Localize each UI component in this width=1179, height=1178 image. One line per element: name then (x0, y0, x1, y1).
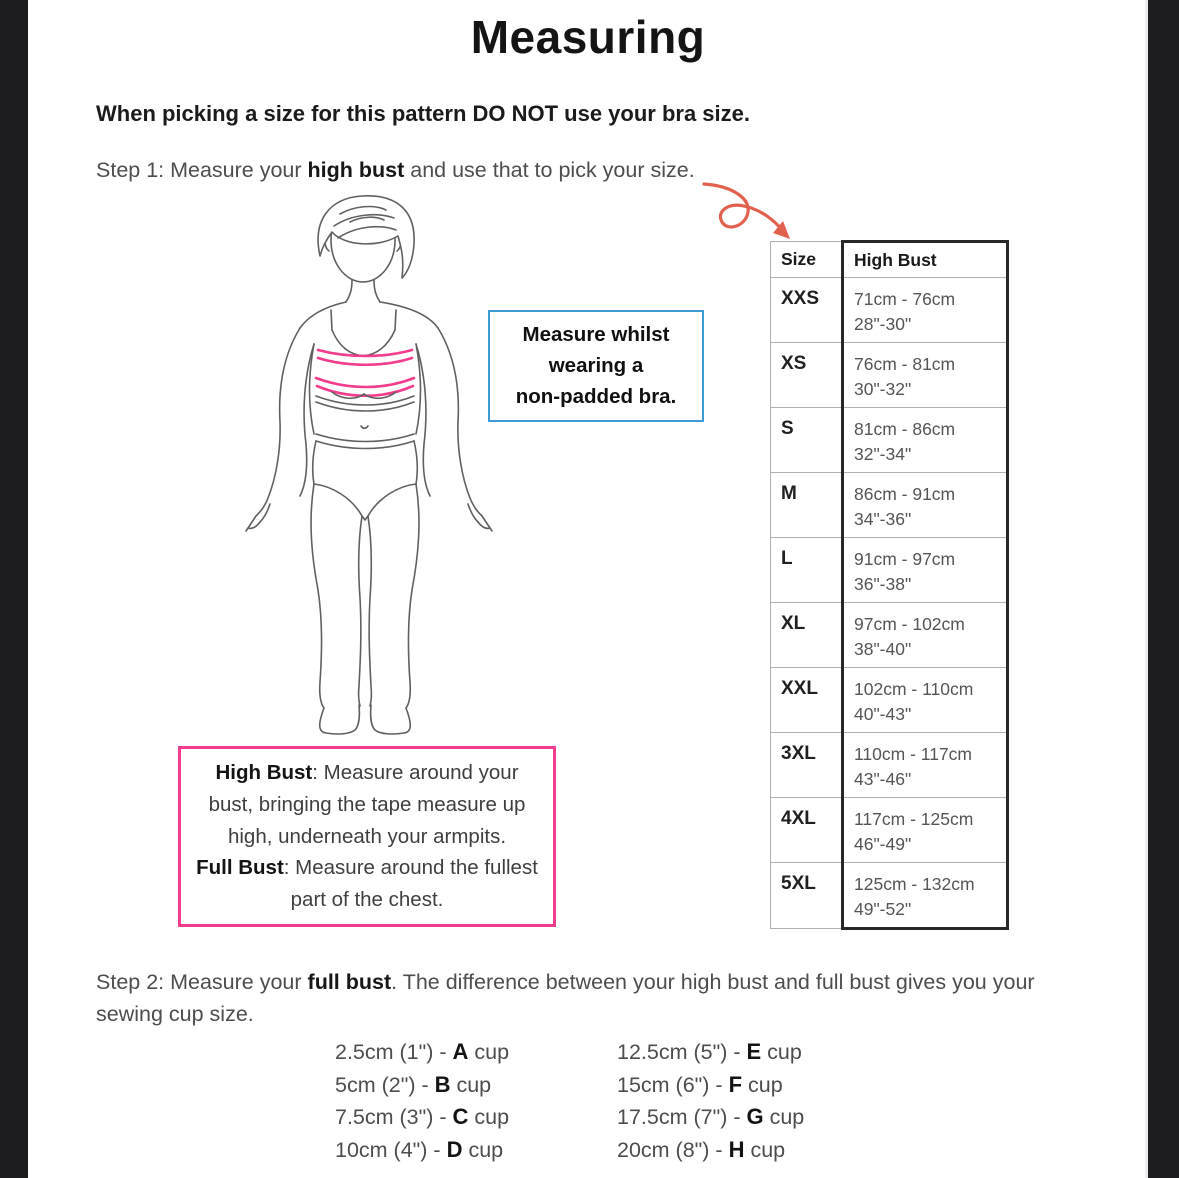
table-row (771, 408, 1008, 473)
cup-letter: C (452, 1104, 469, 1129)
cup-size-item (335, 1036, 509, 1069)
full-bust-text: : Measure around the fullest part of the chest. (283, 856, 538, 912)
table-row (771, 343, 1008, 408)
cup-suffix: cup (468, 1105, 510, 1129)
left-dark-frame (0, 0, 28, 1178)
step1-prefix: Step 1: Measure your (96, 158, 308, 182)
size-cell: S (771, 408, 843, 473)
cup-suffix: cup (742, 1072, 783, 1097)
cup-size-item (617, 1134, 804, 1167)
table-row (771, 668, 1008, 733)
step1-text (96, 158, 695, 183)
size-cell: XL (771, 603, 843, 668)
cup-letter: E (746, 1039, 762, 1064)
range-inches: 40"-43" (854, 703, 912, 724)
size-cell: XXL (771, 668, 843, 733)
range-cm: 76cm - 81cm (854, 354, 956, 374)
cup-size-list-left (335, 1036, 509, 1166)
cup-suffix: cup (761, 1040, 802, 1064)
range-cell (843, 408, 1008, 473)
table-header-row (771, 242, 1008, 278)
high-bust-column-header: High Bust (843, 242, 1008, 278)
high-bust-text: : Measure around your bust, bringing the tape measure up high, underneath your armpits. (208, 761, 526, 848)
range-inches: 46"-49" (854, 833, 912, 854)
range-cm: 110cm - 117cm (854, 744, 973, 764)
range-inches: 38"-40" (854, 638, 912, 659)
step1-bold: high bust (307, 158, 405, 182)
range-cell (843, 343, 1008, 408)
size-cell: M (771, 473, 843, 538)
range-cell (843, 863, 1008, 929)
cup-letter: D (446, 1136, 463, 1162)
table-row (771, 278, 1008, 343)
range-cell (843, 798, 1008, 863)
table-row (771, 863, 1008, 929)
figure-illustration (228, 186, 508, 756)
size-cell: L (771, 538, 843, 603)
range-cm: 125cm - 132cm (854, 874, 975, 894)
range-cm: 117cm - 125cm (854, 809, 974, 829)
cup-letter: H (728, 1136, 745, 1162)
cup-measure: 5cm (2") - (335, 1072, 435, 1097)
step2-prefix: Step 2: Measure your (96, 970, 308, 994)
range-cm: 81cm - 86cm (854, 419, 956, 439)
warning-text: When picking a size for this pattern DO NOT use your bra size. (96, 101, 751, 126)
cup-measure: 20cm (8") - (617, 1137, 729, 1162)
cup-measure: 2.5cm (1") - (335, 1040, 453, 1064)
cup-size-item (617, 1101, 804, 1134)
step1-suffix: and use that to pick your size. (404, 158, 695, 182)
size-cell: 3XL (771, 733, 843, 798)
note-box (488, 310, 704, 422)
size-table (770, 240, 1009, 930)
range-cell (843, 733, 1008, 798)
size-cell: 5XL (771, 863, 843, 929)
range-inches: 28"-30" (854, 313, 912, 334)
range-inches: 49"-52" (854, 898, 912, 919)
cup-letter: A (452, 1039, 469, 1064)
cup-size-list-right (617, 1036, 804, 1166)
range-cell (843, 278, 1008, 343)
cup-size-item (335, 1101, 509, 1134)
range-cell (843, 668, 1008, 733)
cup-letter: G (746, 1104, 764, 1129)
bust-definition-box (178, 746, 556, 927)
step2-suffix: . The difference between your high bust and full bust gives you your sewing cup size. (96, 970, 1035, 1027)
range-inches: 34"-36" (854, 508, 912, 529)
table-row (771, 733, 1008, 798)
range-inches: 36"-38" (854, 573, 912, 594)
full-bust-label: Full Bust (196, 856, 284, 880)
cup-suffix: cup (462, 1137, 504, 1162)
range-cell (843, 538, 1008, 603)
range-inches: 30"-32" (854, 378, 912, 399)
cup-measure: 10cm (4") - (335, 1137, 447, 1162)
cup-size-item (335, 1134, 509, 1167)
range-cm: 91cm - 97cm (854, 549, 956, 569)
high-bust-label: High Bust (215, 761, 313, 784)
size-column-header: Size (771, 242, 843, 278)
cup-measure: 12.5cm (5") - (617, 1040, 747, 1064)
table-row (771, 603, 1008, 668)
range-inches: 32"-34" (854, 443, 912, 464)
range-cell (843, 473, 1008, 538)
cup-measure: 17.5cm (7") - (617, 1105, 747, 1129)
cup-size-item (617, 1036, 804, 1069)
range-cm: 97cm - 102cm (854, 614, 965, 634)
cup-letter: B (434, 1071, 451, 1097)
cup-suffix: cup (744, 1137, 786, 1162)
right-dark-frame (1145, 0, 1179, 1178)
cup-size-item (335, 1069, 509, 1102)
cup-size-item (617, 1069, 804, 1102)
cup-measure: 15cm (6") - (617, 1072, 729, 1097)
cup-measure: 7.5cm (3") - (335, 1105, 453, 1129)
range-cell (843, 603, 1008, 668)
range-cm: 86cm - 91cm (854, 484, 956, 504)
table-row (771, 538, 1008, 603)
table-row (771, 798, 1008, 863)
range-inches: 43"-46" (854, 768, 912, 789)
range-cm: 71cm - 76cm (854, 289, 956, 309)
step2-text (96, 966, 1061, 1031)
note-line: wearing a (548, 353, 644, 377)
step2-bold: full bust (307, 970, 392, 994)
cup-suffix: cup (468, 1040, 510, 1064)
range-cm: 102cm - 110cm (854, 679, 974, 699)
cup-suffix: cup (763, 1105, 805, 1129)
note-line: Measure whilst (522, 323, 670, 346)
page-title: Measuring (470, 11, 706, 63)
table-row (771, 473, 1008, 538)
note-line: non-padded bra. (515, 384, 677, 408)
size-cell: XXS (771, 278, 843, 343)
cup-suffix: cup (450, 1072, 492, 1097)
cup-letter: F (728, 1071, 743, 1097)
size-cell: XS (771, 343, 843, 408)
size-cell: 4XL (771, 798, 843, 863)
